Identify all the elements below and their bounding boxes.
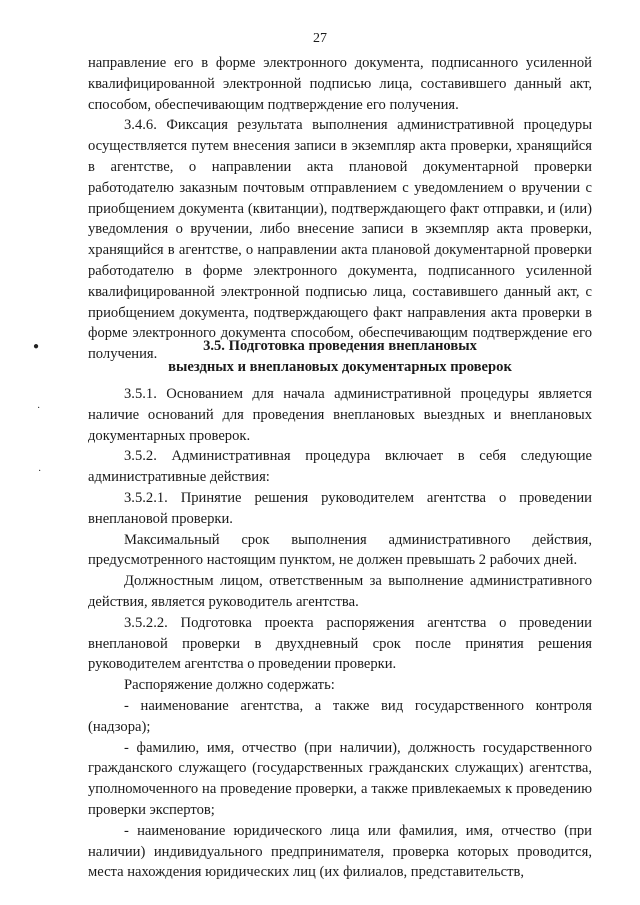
- bottom-text-block: [88, 384, 592, 883]
- paragraph-3-5-2-1: 3.5.2.1. Принятие решения руководителем агентства о проведении внеплановой проверки.: [88, 489, 592, 527]
- section-heading: [88, 336, 592, 378]
- paragraph-3-4-6: 3.4.6. Фиксация результата выполнения административной процедуры осуществляется путем внесения записи в экземпляр акта проверки, хранящийся в агентстве, о направлении акта плановой документарной проверки работодателю заказным почтовым отправлением с уведомлением о вручении с приобщением документа (квитанции), подтверждающего факт отправки, и (или) уведомления о вручении, либо внесение записи в экземпляр акта проверки, хранящийся в агентстве, о направлении акта плановой документарной проверки работодателю в форме электронного документа, подписанного усиленной квалифицированной электронной подписью лица, составившего данный акт, с приобщением документа, подтверждающего факт направления акта проверки в форме электронного документа способом, обеспечивающим подтверждение его получения.: [88, 117, 592, 363]
- list-item-inspector: - фамилию, имя, отчество (при наличии), должность государственного гражданского служащего (государственных гражданских служащих) агентства, уполномоченного на проведение проверки, а также привлекаемых к проведению проверки экспертов;: [88, 739, 592, 818]
- paragraph-3-5-2-2: 3.5.2.2. Подготовка проекта распоряжения агентства о проведении внеплановой проверки в двухдневный срок после принятия решения руководителем агентства о проведении проверки.: [88, 614, 592, 673]
- paragraph-order-contents: Распоряжение должно содержать:: [124, 677, 335, 694]
- scan-mark: ●: [33, 341, 40, 352]
- page-number: 27: [313, 31, 327, 46]
- list-item-entity: - наименование юридического лица или фамилия, имя, отчество (при наличии) индивидуального предпринимателя, проверка которых проводится, места нахождения юридических лиц (их филиалов, представительств,: [88, 822, 592, 881]
- paragraph-continuation: направление его в форме электронного документа, подписанного усиленной квалифицированной электронной подписью лица, составившего данный акт, способом, обеспечивающим подтверждение его получения.: [88, 55, 592, 113]
- section-heading-line2: выездных и внеплановых документарных проверок: [168, 358, 512, 375]
- paragraph-3-5-2: 3.5.2. Административная процедура включает в себя следующие административные действия:: [88, 448, 592, 486]
- paragraph-responsible: Должностным лицом, ответственным за выполнение административного действия, является руководитель агентства.: [88, 573, 592, 610]
- paragraph-3-5-1: 3.5.1. Основанием для начала административной процедуры является наличие оснований для проведения внеплановых выездных и внеплановых документарных проверок.: [88, 386, 592, 444]
- scan-mark: ·: [38, 466, 42, 477]
- scan-mark: ·: [37, 403, 41, 414]
- section-heading-line1: 3.5. Подготовка проведения внеплановых: [203, 338, 477, 354]
- list-item-agency-name: - наименование агентства, а также вид государственного контроля (надзора);: [88, 697, 592, 735]
- top-text-block: [88, 53, 592, 365]
- paragraph-max-term: Максимальный срок выполнения административного действия, предусмотренного настоящим пунктом, не должен превышать 2 рабочих дней.: [88, 531, 592, 569]
